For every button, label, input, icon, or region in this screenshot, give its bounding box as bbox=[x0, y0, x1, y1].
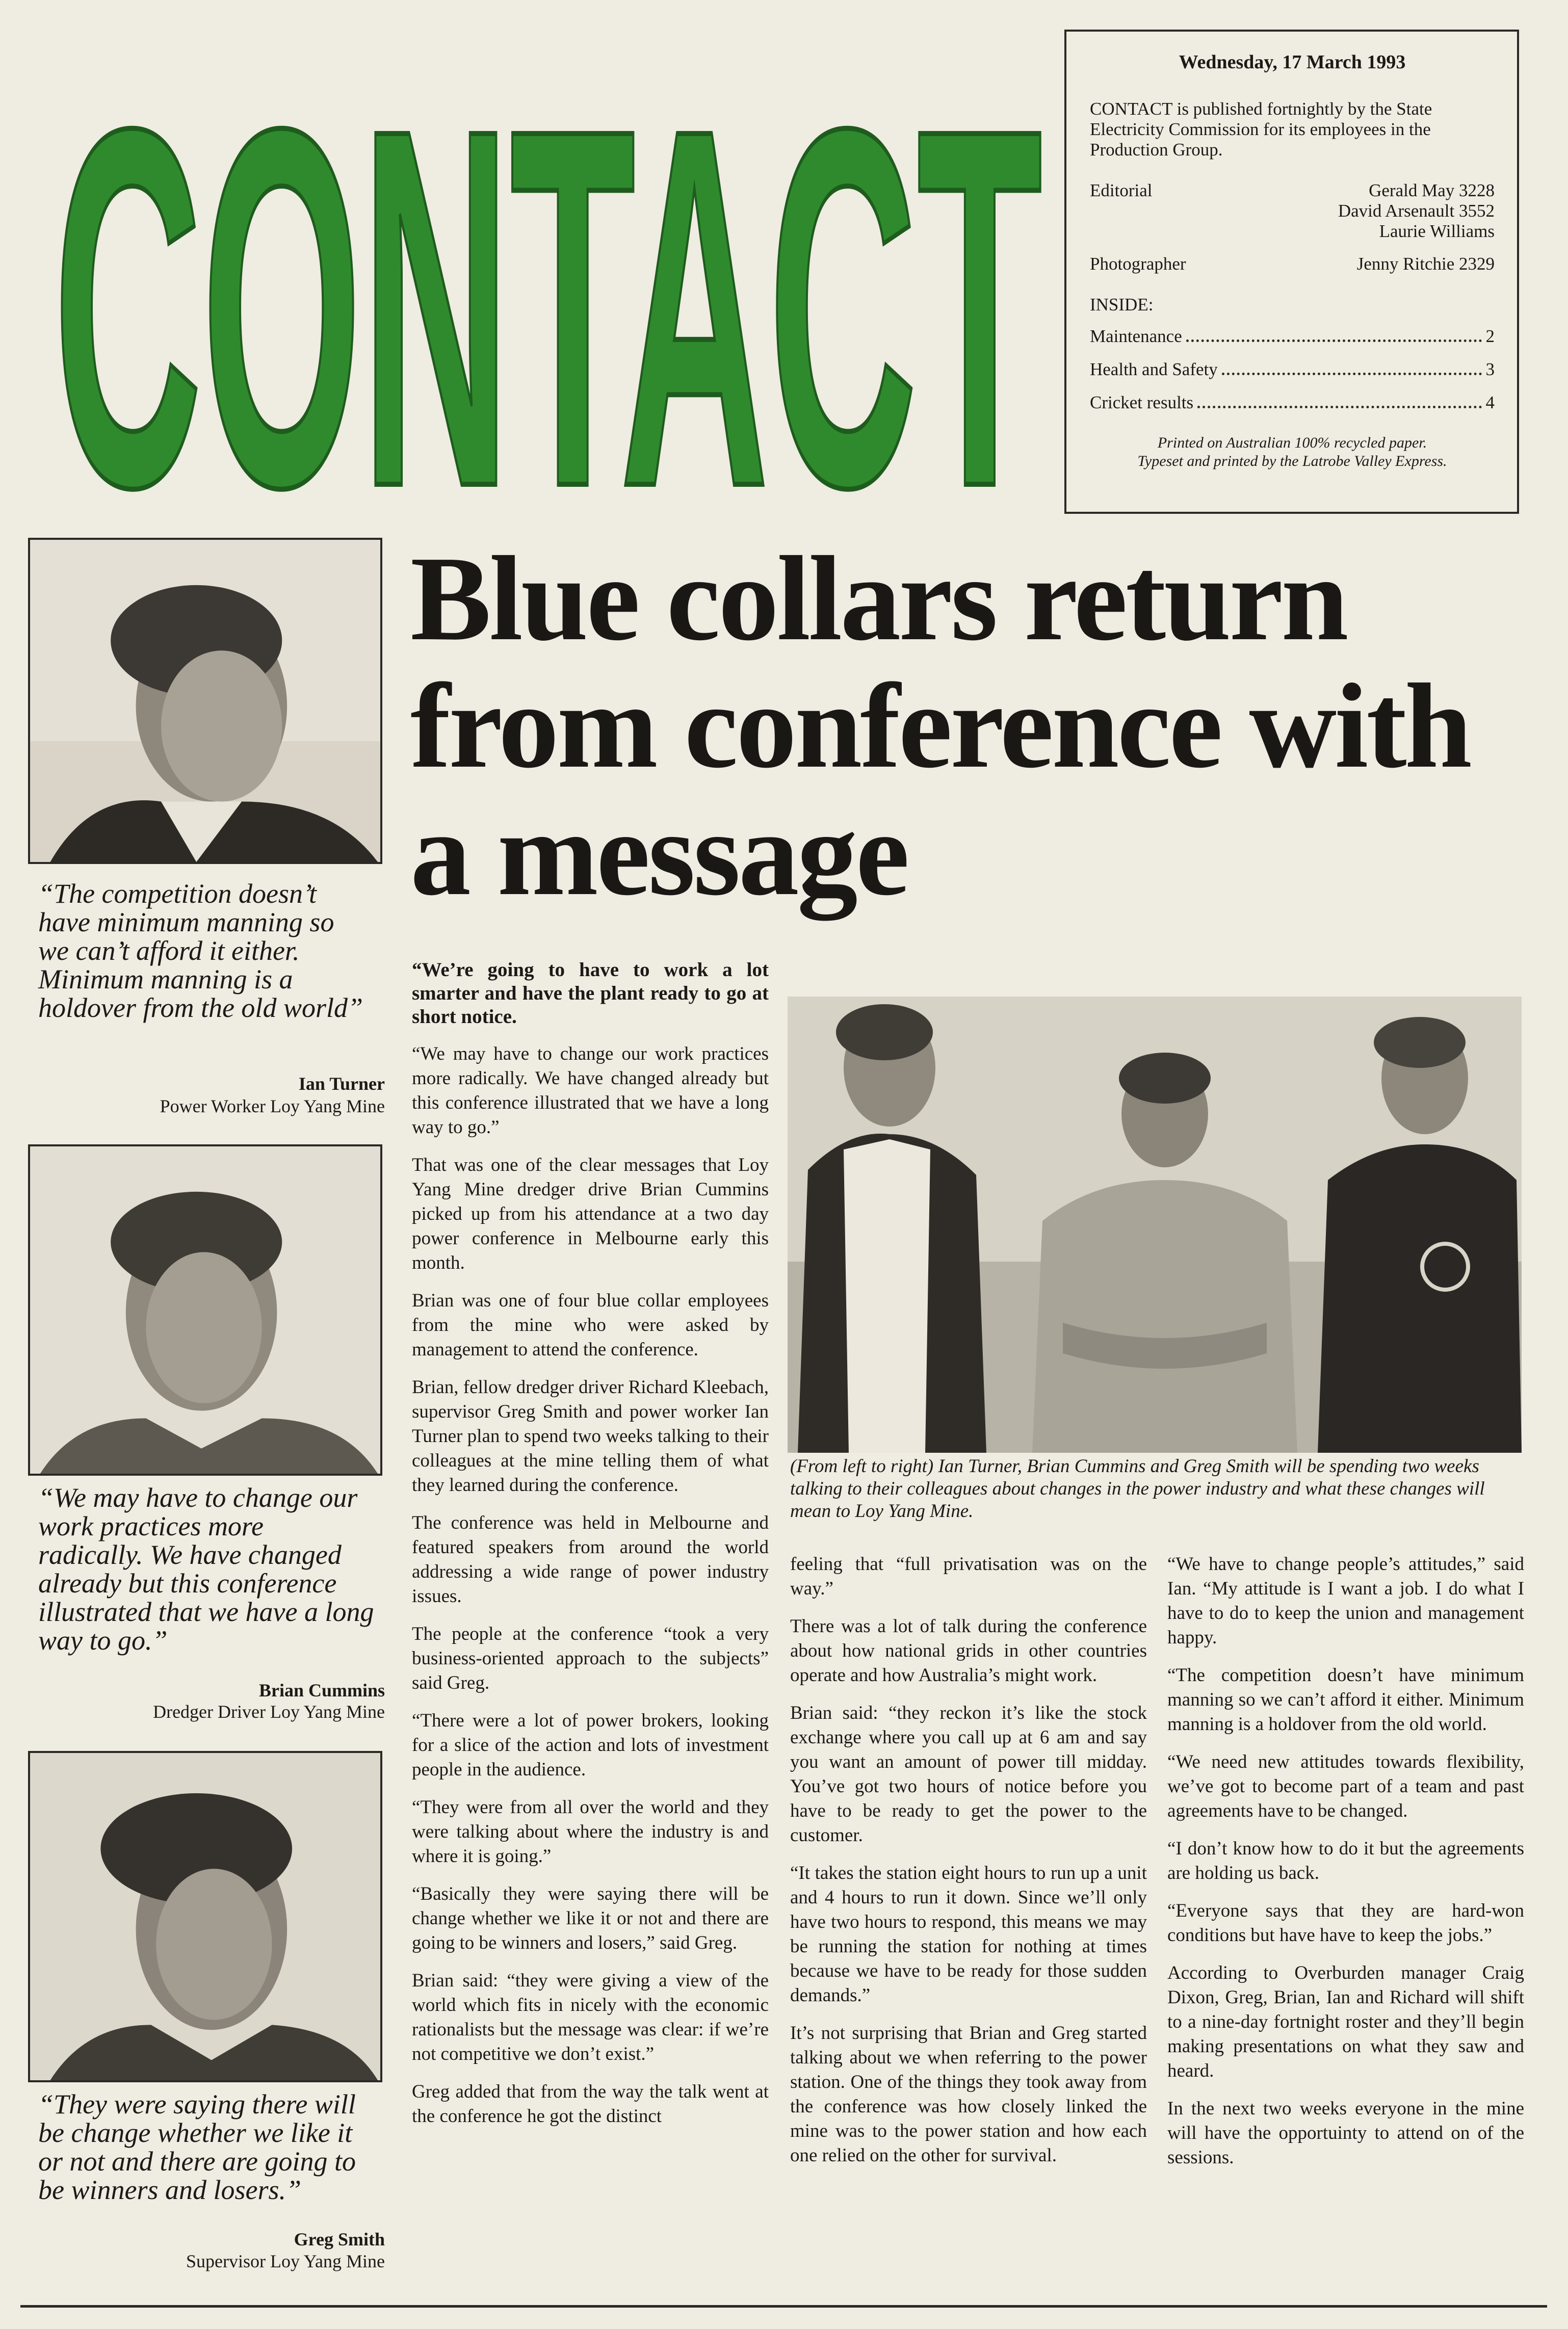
publisher-note: CONTACT is published fortnightly by the State Electricity Commission for its employees in the Production Group. bbox=[1090, 99, 1432, 160]
article-paragraph: Greg added that from the way the talk went at the conference he got the distinct bbox=[412, 2081, 769, 2127]
article-paragraph: “Everyone says that they are hard-won conditions but have have to keep the jobs.” bbox=[1167, 1900, 1524, 1946]
photographer-label: Photographer bbox=[1090, 254, 1186, 274]
leader-dots bbox=[1197, 406, 1481, 408]
printing-note-line: Typeset and printed by the Latrobe Valley Express. bbox=[1137, 453, 1447, 469]
leader-dots bbox=[1222, 373, 1482, 375]
inside-label: INSIDE: bbox=[1090, 295, 1154, 315]
article-paragraph: The conference was held in Melbourne and featured speakers from around the world addressing a wide range of power industry issues. bbox=[412, 1512, 769, 1607]
quote-attribution-name: Greg Smith bbox=[294, 2229, 385, 2249]
contents-item[interactable] bbox=[1090, 326, 1495, 347]
quote-attribution-role: Power Worker Loy Yang Mine bbox=[160, 1096, 385, 1116]
quote-attribution-name: Ian Turner bbox=[298, 1074, 385, 1094]
masthead-title: CONTACT bbox=[54, 36, 1042, 525]
publication-info-box bbox=[1064, 30, 1519, 514]
pull-quote: “The competition doesn’t have minimum manning so we can’t afford it either. Minimum manning is a holdover from the old world” bbox=[38, 878, 363, 1023]
portrait-photo bbox=[28, 1751, 382, 2082]
article-paragraph: In the next two weeks everyone in the mine will have the opportuinty to attend on of the sessions. bbox=[1167, 2098, 1524, 2168]
article-paragraph: “Basically they were saying there will be change whether we like it or not and there are going to be winners and losers,” said Greg. bbox=[412, 1883, 769, 1953]
photo-caption: (From left to right) Ian Turner, Brian Cummins and Greg Smith will be spending two weeks talking to their colleagues about changes in the power industry and what these changes will mean to Loy Yang Mine. bbox=[790, 1456, 1485, 1522]
portrait-photo bbox=[28, 538, 382, 864]
portrait-ian-turner bbox=[30, 540, 380, 862]
article-paragraph: The people at the conference “took a very business-oriented approach to the subjects” said Greg. bbox=[412, 1624, 769, 1693]
article-column-3 bbox=[1167, 1552, 1524, 2183]
photographer-row bbox=[1090, 254, 1495, 274]
article-column-1 bbox=[412, 958, 769, 2142]
article-paragraph: “We may have to change our work practices more radically. We have changed already but this conference illustrated that we have a long way to go.” bbox=[412, 1043, 769, 1138]
photographer-name: Jenny Ritchie 2329 bbox=[1356, 254, 1495, 274]
editorial-label: Editorial bbox=[1090, 180, 1153, 200]
group-photo-image bbox=[788, 997, 1522, 1453]
footer-rule bbox=[20, 2305, 1547, 2308]
article-column-2 bbox=[790, 1552, 1147, 2181]
article-paragraph: “We need new attitudes towards flexibility, we’ve got to become part of a team and past agreements have to be changed. bbox=[1167, 1751, 1524, 1821]
article-paragraph: Brian was one of four blue collar employees from the mine who were asked by management to attend the conference. bbox=[412, 1290, 769, 1360]
article-paragraph: “They were from all over the world and they were talking about where the industry is and where it is going.” bbox=[412, 1797, 769, 1867]
quote-attribution-role: Dredger Driver Loy Yang Mine bbox=[153, 1702, 385, 1722]
contents-page: 2 bbox=[1485, 326, 1495, 346]
quote-attribution-name: Brian Cummins bbox=[258, 1680, 385, 1700]
article-paragraph: Brian said: “they reckon it’s like the stock exchange where you call up at 6 am and say you want an amount of power till midday. You’ve got two hours of notice before you have to be ready to get the power to the customer. bbox=[790, 1703, 1147, 1846]
printing-note-line: Printed on Australian 100% recycled paper. bbox=[1157, 434, 1427, 451]
contents-page: 4 bbox=[1485, 392, 1495, 412]
contents-item[interactable] bbox=[1090, 392, 1495, 413]
article-paragraph: “It takes the station eight hours to run up a unit and 4 hours to run it down. Since we’ll only have two hours to respond, this means we may be running the station for nothing at times because we have to be ready for those sudden demands.” bbox=[790, 1863, 1147, 2006]
article-paragraph: It’s not surprising that Brian and Greg started talking about we when referring to the power station. One of the things they took away from the conference was how closely linked the mine was to the power station and how each one relied on the other for survival. bbox=[790, 2023, 1147, 2166]
quote-attribution-role: Supervisor Loy Yang Mine bbox=[186, 2251, 385, 2271]
portrait-brian-cummins bbox=[30, 1146, 380, 1474]
contents-item[interactable] bbox=[1090, 359, 1495, 380]
issue-date: Wednesday, 17 March 1993 bbox=[1179, 51, 1406, 73]
printing-note bbox=[1090, 434, 1495, 470]
article-paragraph: “We have to change people’s attitudes,” said Ian. “My attitude is I want a job. I do what I have to do to keep the union and management happy. bbox=[1167, 1554, 1524, 1648]
pull-quote: “We may have to change our work practices more radically. We have changed already but this conference illustrated that we have a long way to go.” bbox=[38, 1482, 374, 1656]
editor-name: David Arsenault 3552 bbox=[1338, 201, 1495, 221]
article-paragraph: There was a lot of talk during the conference about how national grids in other countries operate and how Australia’s might work. bbox=[790, 1616, 1147, 1686]
pull-quote: “They were saying there will be change whether we like it or not and there are going to be winners and losers.” bbox=[38, 2089, 356, 2205]
portrait-greg-smith bbox=[30, 1753, 380, 2080]
group-photo bbox=[788, 997, 1522, 1453]
contents-label: Maintenance bbox=[1090, 326, 1182, 346]
portrait-photo bbox=[28, 1144, 382, 1476]
contents-page: 3 bbox=[1485, 359, 1495, 379]
article-paragraph: Brian said: “they were giving a view of the world which fits in nicely with the economic rationalists but the message was clear: if we’re not competitive we don’t exist.” bbox=[412, 1970, 769, 2064]
article-paragraph: According to Overburden manager Craig Dixon, Greg, Brian, Ian and Richard will shift to a nine-day fortnight roster and they’ll begin making presentations on what they saw and heard. bbox=[1167, 1962, 1524, 2081]
headline: Blue collars return from conference with a message bbox=[410, 532, 1470, 921]
article-paragraph: feeling that “full privatisation was on the way.” bbox=[790, 1554, 1147, 1599]
editorial-row bbox=[1090, 180, 1495, 242]
article-paragraph: Brian, fellow dredger driver Richard Kleebach, supervisor Greg Smith and power worker Ian Turner plan to spend two weeks talking to their colleagues at the mine telling them of what they learned during the conference. bbox=[412, 1377, 769, 1496]
article-paragraph: “There were a lot of power brokers, looking for a slice of the action and lots of investment people in the audience. bbox=[412, 1710, 769, 1780]
contents-label: Health and Safety bbox=[1090, 359, 1218, 379]
masthead-logo bbox=[48, 36, 1048, 525]
leader-dots bbox=[1186, 339, 1482, 342]
article-paragraph: “The competition doesn’t have minimum manning so we can’t afford it either. Minimum manning is a holdover from the old world. bbox=[1167, 1665, 1524, 1735]
article-paragraph: “I don’t know how to do it but the agreements are holding us back. bbox=[1167, 1838, 1524, 1883]
editor-name: Laurie Williams bbox=[1379, 221, 1495, 241]
article-lead: “We’re going to have to work a lot smarter and have the plant ready to go at short notice. bbox=[412, 959, 769, 1028]
editor-name: Gerald May 3228 bbox=[1369, 180, 1495, 200]
contents-label: Cricket results bbox=[1090, 392, 1194, 412]
article-paragraph: That was one of the clear messages that Loy Yang Mine dredger drive Brian Cummins picked up from his attendance at a two day power conference in Melbourne early this month. bbox=[412, 1155, 769, 1273]
